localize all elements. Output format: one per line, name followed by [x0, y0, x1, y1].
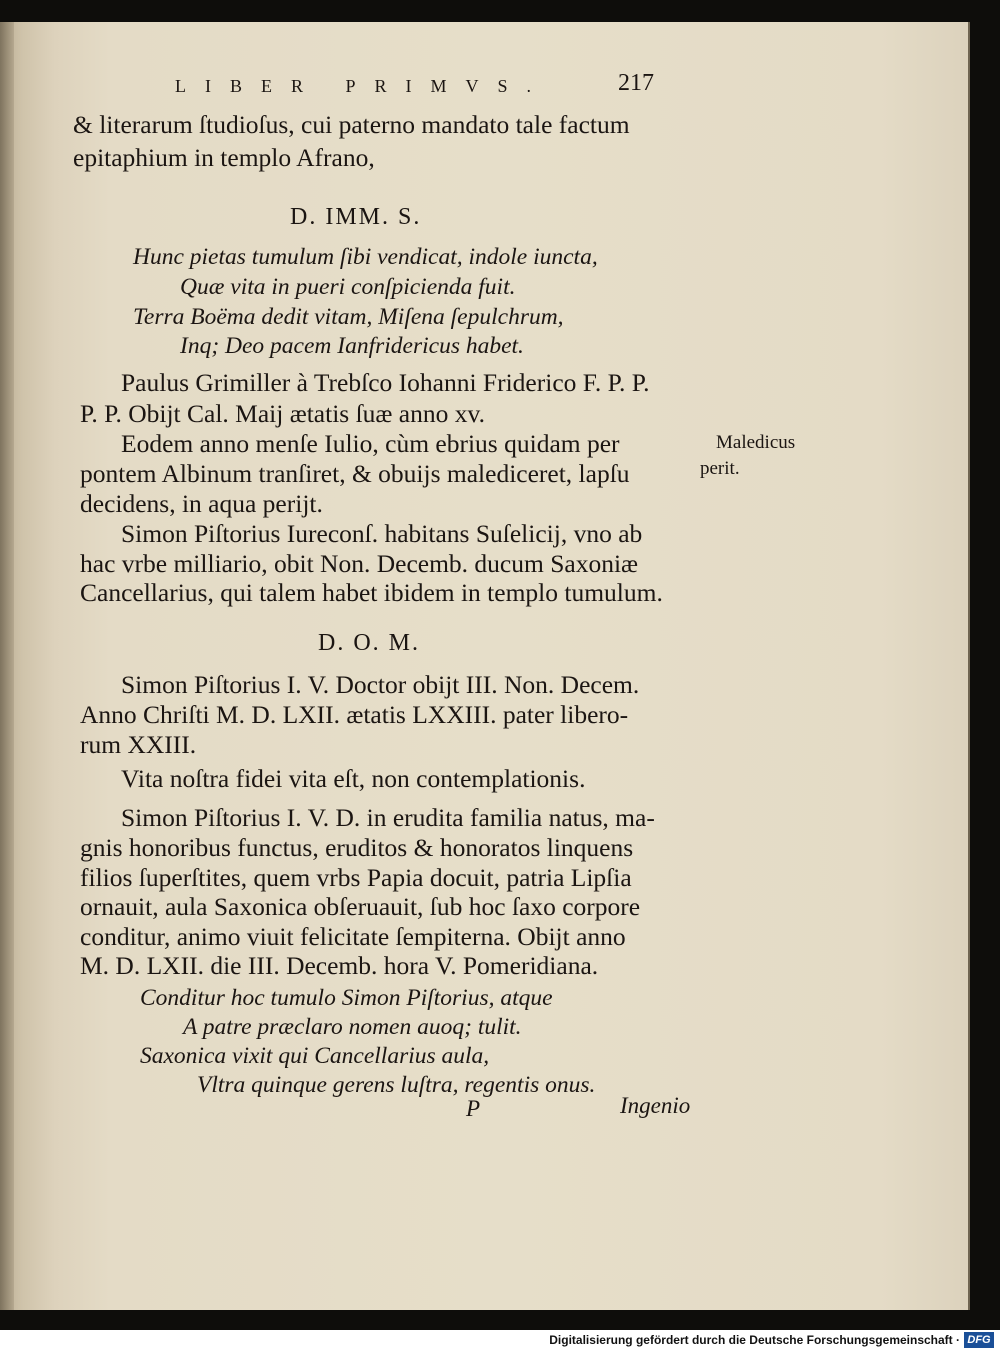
verse-line: A patre præclaro nomen auoq; tulit. [183, 1014, 522, 1040]
text-line: Simon Piſtorius I. V. D. in erudita familia natus, ma- [121, 803, 655, 832]
verse-line: Conditur hoc tumulo Simon Piſtorius, atque [140, 985, 553, 1011]
page-number: 217 [618, 70, 654, 96]
verse-line: Saxonica vixit qui Cancellarius aula, [140, 1043, 490, 1069]
funding-credit: Digitalisierung gefördert durch die Deutsche Forschungsgemeinschaft · [549, 1333, 960, 1347]
text-line: epitaphium in templo Afrano, [73, 143, 375, 172]
verse-line: Quæ vita in pueri conſpicienda fuit. [180, 274, 516, 300]
text-line: Simon Piſtorius Iureconſ. habitans Suſelicij, vno ab [121, 519, 643, 548]
text-line: ornauit, aula Saxonica obſeruauit, ſub hoc ſaxo corpore [80, 892, 641, 921]
text-line: rum XXIII. [80, 730, 197, 759]
text-line: & literarum ſtudioſus, cui paterno mandato tale factum [73, 110, 630, 139]
text-line: conditur, animo viuit felicitate ſempiterna. Obijt anno [80, 922, 626, 951]
verse-line: Vltra quinque gerens luſtra, regentis onus. [197, 1072, 596, 1098]
paper-page [0, 22, 970, 1310]
binding-gutter [0, 22, 14, 1310]
text-line: M. D. LXII. die III. Decemb. hora V. Pomeridiana. [80, 951, 599, 980]
verse-line: Inq; Deo pacem Ianfridericus habet. [180, 333, 524, 359]
text-line: P. P. Obijt Cal. Maij ætatis ſuæ anno xv. [80, 399, 485, 428]
text-line: pontem Albinum tranſiret, & obuijs malediceret, lapſu [80, 459, 630, 488]
catchword: Ingenio [620, 1093, 691, 1118]
text-line: Simon Piſtorius I. V. Doctor obijt III. Non. Decem. [121, 670, 640, 699]
epitaph-heading: D. IMM. S. [290, 204, 422, 230]
text-line: Cancellarius, qui talem habet ibidem in templo tumulum. [80, 578, 663, 607]
signature-mark: P [466, 1096, 481, 1121]
marginal-note: Maledicus [716, 432, 796, 453]
running-head: LIBER PRIMVS. [175, 76, 551, 96]
epitaph-heading: D. O. M. [318, 630, 421, 656]
text-line: Paulus Grimiller à Trebſco Iohanni Friderico F. P. P. [121, 368, 650, 397]
verse-line: Hunc pietas tumulum ſibi vendicat, indole iuncta, [133, 244, 598, 270]
viewer-footer [0, 1330, 1000, 1351]
verse-line: Terra Boëma dedit vitam, Miſena ſepulchrum, [133, 304, 564, 330]
text-line: filios ſuperſtites, quem vrbs Papia docuit, patria Lipſia [80, 863, 632, 892]
text-line: Anno Chriſti M. D. LXII. ætatis LXXIII. pater libero- [80, 700, 629, 729]
text-line: gnis honoribus functus, eruditos & honoratos linquens [80, 833, 634, 862]
text-line: decidens, in aqua perijt. [80, 489, 323, 518]
dfg-logo-icon[interactable]: DFG [964, 1332, 994, 1348]
marginal-note: perit. [700, 458, 740, 479]
text-line: Vita noſtra fidei vita eſt, non contemplationis. [121, 764, 586, 793]
text-line: hac vrbe milliario, obit Non. Decemb. ducum Saxoniæ [80, 549, 639, 578]
text-line: Eodem anno menſe Iulio, cùm ebrius quidam per [121, 429, 620, 458]
